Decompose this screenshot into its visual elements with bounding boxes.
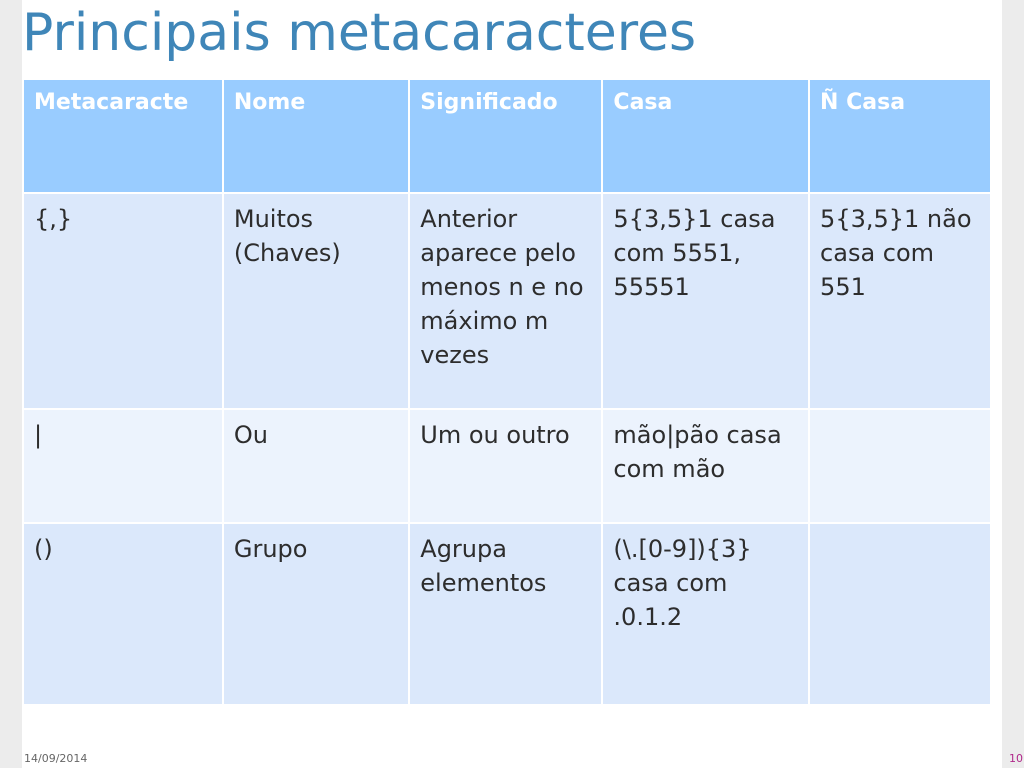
table-cell	[809, 523, 991, 705]
metacharacters-table	[22, 78, 992, 706]
table-cell: Ou	[223, 409, 409, 523]
slide-title: Principais metacaracteres	[22, 3, 697, 63]
table-cell: |	[23, 409, 223, 523]
table-cell: Grupo	[223, 523, 409, 705]
table-row	[23, 523, 991, 705]
page-number: 10	[1009, 752, 1023, 765]
table-cell: Anterior aparece pelo menos n e no máximo m vezes	[409, 193, 602, 409]
header-casa: Casa	[602, 79, 809, 193]
table-cell: Muitos (Chaves)	[223, 193, 409, 409]
table-row	[23, 193, 991, 409]
header-significado: Significado	[409, 79, 602, 193]
table-cell: Agrupa elementos	[409, 523, 602, 705]
table-cell: ()	[23, 523, 223, 705]
header-nao-casa: Ñ Casa	[809, 79, 991, 193]
table-cell: 5{3,5}1 não casa com 551	[809, 193, 991, 409]
footer-date: 14/09/2014	[24, 752, 88, 765]
header-metacaractere: Metacaracte	[23, 79, 223, 193]
header-nome: Nome	[223, 79, 409, 193]
table-row	[23, 409, 991, 523]
table-cell: {,}	[23, 193, 223, 409]
table-cell: (\.[0-9]){3} casa com .0.1.2	[602, 523, 809, 705]
table-cell	[809, 409, 991, 523]
table-cell: Um ou outro	[409, 409, 602, 523]
table-header-row	[23, 79, 991, 193]
table-cell: mão|pão casa com mão	[602, 409, 809, 523]
table-cell: 5{3,5}1 casa com 5551, 55551	[602, 193, 809, 409]
